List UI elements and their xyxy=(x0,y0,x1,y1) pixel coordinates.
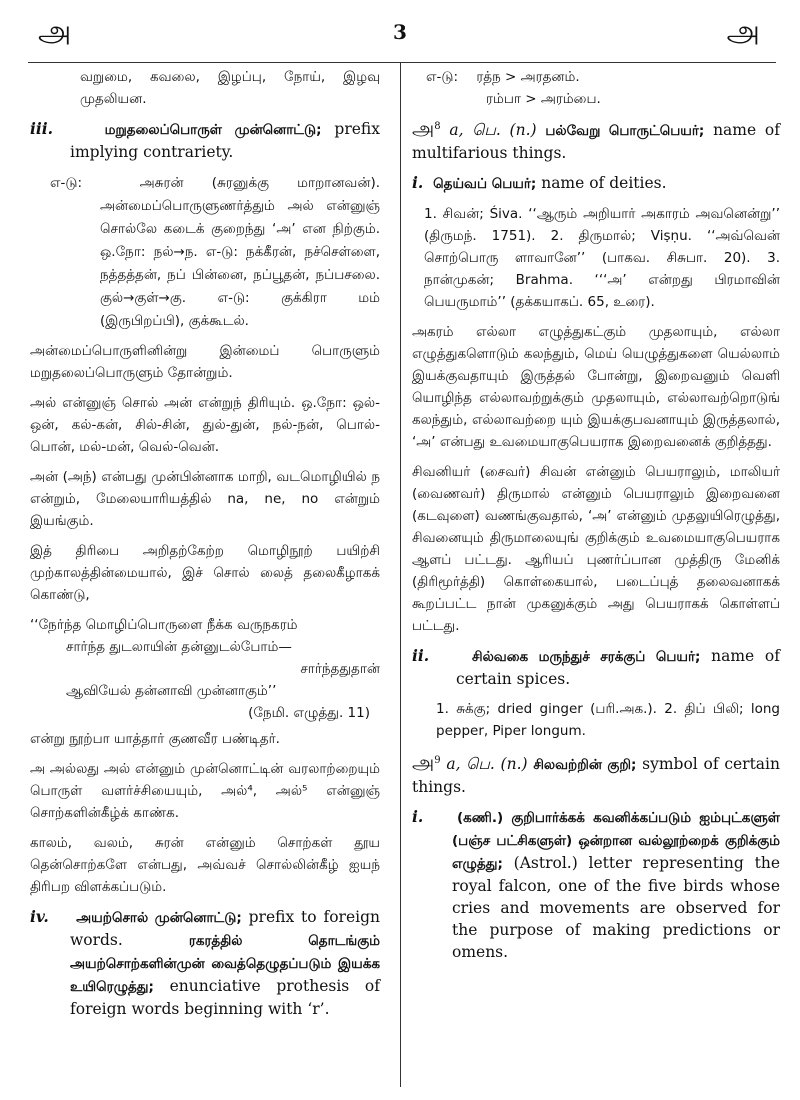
left-para-7: அ அல்லது அல் என்னும் முன்னொட்டின் வரலாற்றையும் பொருள் வளர்ச்சியையும், அல்⁴, அல்⁵ என்னுஞ் சொற்களின்கீழ்க் காண்க. xyxy=(30,761,380,821)
entry-a9-pos: a, பெ. (n.) xyxy=(440,755,534,774)
example-1 xyxy=(30,171,380,332)
page-header xyxy=(0,14,800,54)
sense-i-astrol-tamil: (கணி.) குறிபார்க்கக் கவனிக்கப்படும் ஐம்புட்களுள் (பஞ்ச பட்சிகளுள்) ஒன்றான வல்லூற்றைக் குறிக்கும் எழுத்து; xyxy=(452,810,780,873)
right-para-2: சிவனியர் (சைவர்) சிவன் என்னும் பெயராலும், மாலியர் (வைணவர்) திருமால் என்னும் பெயராலும் இறைவனை (கடவுளை) வணங்குவதால், ‘அ’ என்னும் முதலுயிரெழுத்து, சிவனையும் திருமாலையுங் குறிக்கும் உவமையாகுபெயராக ஆளப் பட்டது. ஆரியப் புணர்ப்பான முத்திரு மேனிக் (திரிமூர்த்தி) கொள்கையால், படைப்புத் தலைவனாகக் கூறப்பட்ட நான் முகனுக்கும் அது பெயராகக் கொள்ளப் பட்டது. xyxy=(412,464,780,635)
sense-iv xyxy=(30,906,380,1020)
sense-i-tamil: தெய்வப் பெயர்; xyxy=(433,176,537,193)
entry-a8-english: name of multifarious things. xyxy=(412,121,780,163)
left-para-6: என்று நூற்பா யாத்தார் குணவீர பண்டிதர். xyxy=(30,731,280,747)
right-column xyxy=(412,66,780,971)
left-para-8: காலம், வலம், சுரன் என்னும் சொற்கள் தூய தென்சொற்களே என்பது, அவ்வச் சொல்லின்கீழ் ஐயந் திரிபற விளக்கப்படும். xyxy=(30,835,380,895)
header-right-letter: அ xyxy=(726,14,760,49)
right-example-label: எ-டு: xyxy=(426,69,459,85)
sense-i-english: name of deities. xyxy=(536,174,667,193)
left-para-4: அன் (அந்) என்பது முன்பின்னாக மாறி, வடமொழியில் ந என்றும், மேலையாரியத்தில் na, ne, no என்றும் இயங்கும். xyxy=(30,469,380,529)
left-column xyxy=(30,66,380,1028)
sense-ii-number: ii. xyxy=(412,646,430,666)
page-number: 3 xyxy=(393,20,407,44)
spice-list: 1. சுக்கு; dried ginger (பரி.அக.). 2. திப் பிலி; long pepper, Piper longum. xyxy=(436,701,780,740)
left-para-3: அல் என்னுஞ் சொல் அன் என்றுந் திரியும். ஒ.நோ: ஒல்-ஒன், கல்-கன், சில்-சின், துல்-துன், நல்-நன், பொல்-பொன், மல்-மன், வெல்-வென். xyxy=(30,395,380,455)
sense-iv-english-1: prefix to foreign words. xyxy=(70,908,380,949)
sense-ii-english: name of certain spices. xyxy=(456,647,780,689)
header-rule xyxy=(28,62,776,63)
verse-citation: (நேமி. எழுத்து. 11) xyxy=(248,705,370,721)
verse-quote xyxy=(30,614,380,724)
entry-a8-headword: அ xyxy=(412,116,435,141)
sense-ii-spices xyxy=(412,645,780,690)
deity-list: 1. சிவன்; Śiva. ‘‘ஆரும் அறியார் அகாரம் அவனென்று’’ (திருமந். 1751). 2. திருமால்; Viṣṇu. ‘‘அவ்வென் சொற்பொரு ளாவானே’’ (பாகவ. சிசுபா. 20). 3. நான்முகன்; Brahma. ‘‘‘அ’ என்றது பிரமாவின் பெயருமாம்’’ (தக்கயாகப். 65, உரை). xyxy=(424,206,780,311)
sense-iv-tamil-2: ரகரத்தில் தொடங்கும் அயற்சொற்களின்முன் வைத்தெழுதப்படும் இயக்க உயிரெழுத்து; xyxy=(70,933,380,995)
entry-a9-headword: அ xyxy=(412,750,435,775)
entry-a8-sup: 8 xyxy=(434,121,441,132)
sense-iv-number: iv. xyxy=(30,907,49,926)
header-left-letter: அ xyxy=(38,14,72,49)
column-divider xyxy=(400,62,401,1087)
left-para-5: இத் திரிபை அறிதற்கேற்ற மொழிநூற் பயிற்சி முற்காலத்தின்மையால், இச் சொல் லைத் தலைகீழாகக் கொண்டு, xyxy=(30,543,380,603)
entry-a8-tamil: பல்வேறு பொருட்பெயர்; xyxy=(545,123,705,140)
right-example-line-2: ரம்பா > அரம்பை. xyxy=(486,91,601,107)
sense-ii-tamil: சில்வகை மருந்துச் சரக்குப் பெயர்; xyxy=(472,649,701,666)
example-1-text: அசுரன் (சுரனுக்கு மாறானவன்). அன்மைப்பொருளுணர்த்தும் அல் என்னுஞ் சொல்லே கடைக் குறைந்து ‘அ’ என நிற்கும். ஒ.நோ: நல்→ந. எ-டு: நக்கீரன், நச்செள்ளை, நத்தத்தன், நப் பின்னை, நப்பூதன், நப்பசலை. குல்→குள்→கு. எ-டு: குக்கிரா மம் (இருபிறப்பி), குக்கூடல். xyxy=(100,175,381,329)
sense-i-astrol-english: (Astrol.) letter representing the royal falcon, one of the five birds whose cries and movements are observed for the purpose of making predictions or omens. xyxy=(452,854,780,962)
sense-i-number: i. xyxy=(412,173,424,193)
example-1-label: எ-டு: xyxy=(50,175,83,191)
verse-line-2: சார்ந்த துடலாயின் தன்னுடல்போம்— xyxy=(66,639,292,655)
entry-a8 xyxy=(412,116,780,164)
sense-i-astrol xyxy=(412,806,780,963)
entry-a9-tamil: சிலவற்றின் குறி; xyxy=(533,757,637,774)
sense-iv-english-2: enunciative prothesis of foreign words beginning with ‘r’. xyxy=(70,977,380,1018)
entry-a9-english: symbol of certain things. xyxy=(412,755,780,797)
right-example xyxy=(412,66,780,110)
entry-a8-pos: a, பெ. (n.) xyxy=(440,121,546,140)
right-para-1: அகரம் எல்லா எழுத்துகட்கும் முதலாயும், எல்லா எழுத்துகளொடும் கலந்தும், மெய் யெழுத்துகளை யெல்லாம் இயக்குவதாயும் இருத்தல் போன்று, இறைவனும் வெளி யொழிந்த எல்லாவற்றுக்கும் முதலாயும், எல்லாவற்றொடுங் கலந்தும், எல்லாவற்றை யும் இயக்குபவனாயும் இருத்தலால், ‘அ’ என்பது உவமையாகுபெயராக இறைவனைக் குறித்தது. xyxy=(412,324,780,451)
entry-a9 xyxy=(412,750,780,798)
verse-line-4: ஆவியேல் தன்னாவி முன்னாகும்’’ xyxy=(66,683,277,699)
sense-iii-number: iii. xyxy=(30,119,54,138)
left-para-2: அன்மைப்பொருளினின்று இன்மைப் பொருளும் மறுதலைப்பொருளும் தோன்றும். xyxy=(30,343,380,381)
sense-iii-tamil: மறுதலைப்பொருள் முன்னொட்டு; xyxy=(104,122,322,138)
entry-a9-sup: 9 xyxy=(434,755,441,767)
left-para-1: வறுமை, கவலை, இழப்பு, நோய், இழவு முதலியன. xyxy=(80,69,380,107)
sense-i-deities xyxy=(412,172,780,195)
sense-iii-english: prefix implying contrariety. xyxy=(70,120,380,161)
verse-line-1: ‘‘நேர்ந்த மொழிப்பொருளை நீக்க வருநகரம் xyxy=(30,617,298,633)
sense-iv-tamil-1: அயற்சொல் முன்னொட்டு; xyxy=(76,910,242,926)
sense-iii xyxy=(30,118,380,163)
sense-i-astrol-number: i. xyxy=(412,807,424,827)
verse-line-3: சார்ந்ததுதான் xyxy=(300,661,380,677)
right-example-line-1: ரத்ந > அரதனம். xyxy=(476,69,580,85)
